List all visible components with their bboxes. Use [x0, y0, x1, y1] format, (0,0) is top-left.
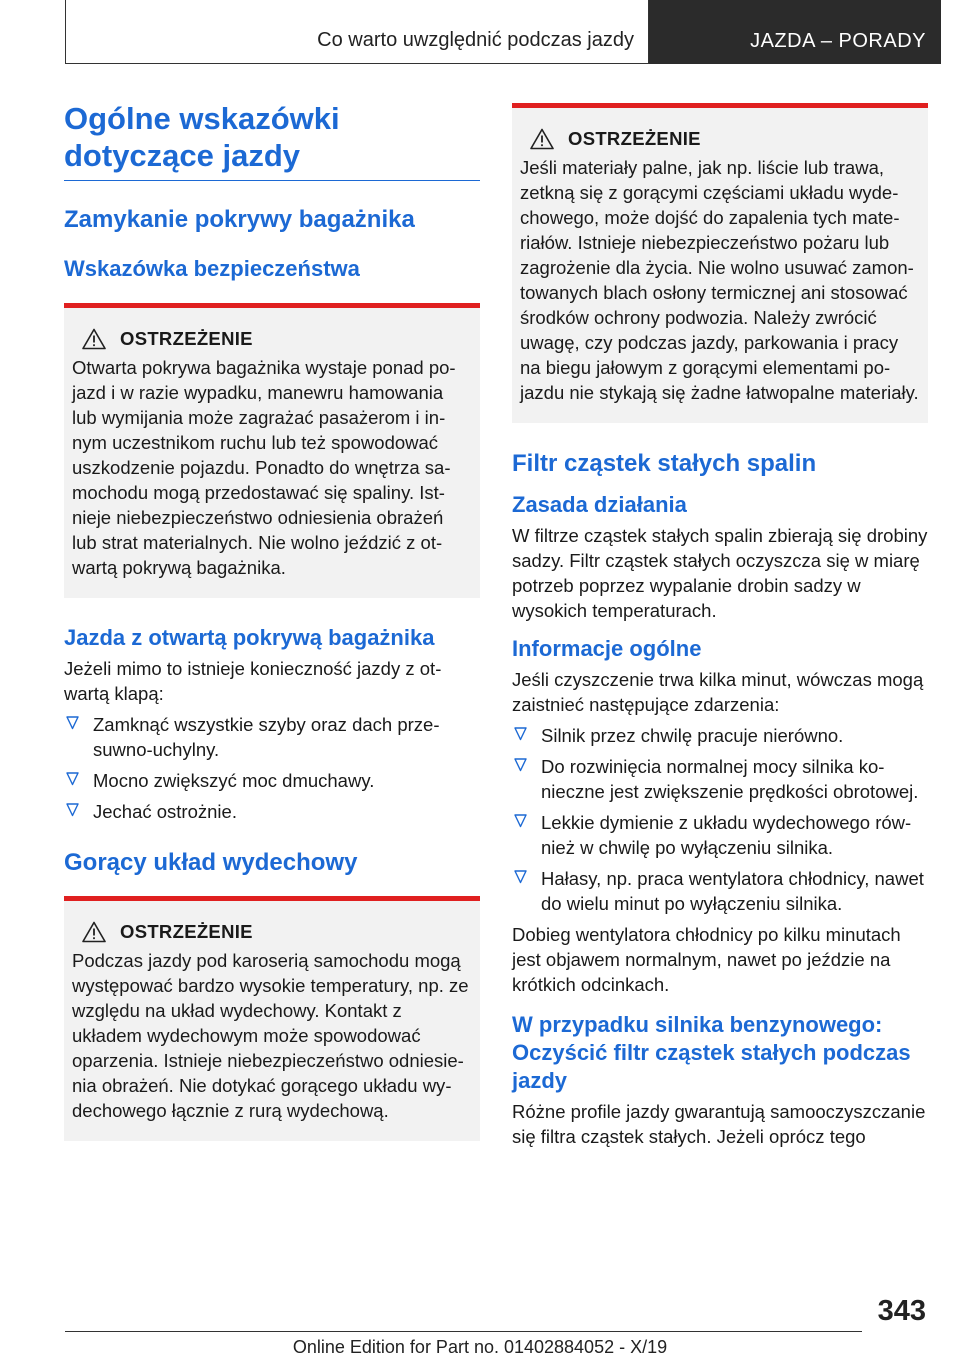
subheading-petrol-engine: W przypadku silnika benzynowego: Oczyścić filtr cząstek stałych podczas jazdy	[512, 1012, 911, 1093]
list-item: Lekkie dymienie z układu wydechowego również w chwilę po wyłączeniu silnika.	[512, 810, 928, 860]
triangle-bullet-icon	[66, 772, 79, 786]
footer-divider	[65, 1331, 862, 1332]
warning-text: Podczas jazdy pod karoserią samochodu mogą występować bardzo wysokie temperatury, np. ze względu na układ wydechowy. Kontakt z układem wydechowym może spowodować oparzenia. Istnieje niebezpieczeństwo odniesienia obrażeń. Nie dotykać gorącego układu wydechowego łącznie z rurą wydechową.	[72, 950, 469, 1121]
heading-particle-filter: Filtr cząstek stałych spalin	[512, 450, 817, 477]
left-column	[64, 100, 480, 1141]
triangle-bullet-icon	[66, 803, 79, 817]
warning-label: OSTRZEŻENIE	[120, 921, 253, 942]
list-item: Jechać ostrożnie.	[64, 799, 480, 824]
paragraph-open-trunk: Jeżeli mimo to istnieje konieczność jazdy z otwartą klapą:	[64, 658, 442, 704]
warning-box-flammable	[512, 103, 928, 423]
heading-hot-exhaust: Gorący układ wydechowy	[64, 849, 358, 876]
list-item: Hałasy, np. praca wentylatora chłodnicy, nawet do wielu minut po wyłączeniu silnika.	[512, 866, 928, 916]
page-title: Ogólne wskazówki dotyczące jazdy	[64, 100, 480, 181]
footer-edition: Online Edition for Part no. 01402884052 - X/19	[292, 1337, 668, 1357]
list-item: Zamknąć wszystkie szyby oraz dach przesuwno-uchylny.	[64, 712, 480, 762]
warning-triangle-icon	[530, 128, 554, 150]
warning-box-trunk	[64, 303, 480, 598]
subheading-principle: Zasada działania	[512, 492, 687, 517]
list-item: Mocno zwiększyć moc dmuchawy.	[64, 768, 480, 793]
section-title: Co warto uwzględnić podczas jazdy	[317, 29, 634, 51]
warning-label: OSTRZEŻENIE	[120, 328, 253, 349]
list-item: Do rozwinięcia normalnej mocy silnika konieczne jest zwiększenie prędkości obrotowej.	[512, 754, 928, 804]
list-open-trunk	[64, 712, 480, 824]
warning-triangle-icon	[82, 328, 106, 350]
paragraph-principle: W filtrze cząstek stałych spalin zbierają się drobiny sadzy. Filtr cząstek stałych oczyszcza się w miarę potrzeb poprzez wypalanie drobin sadzy w wysokich temperaturach.	[512, 525, 928, 621]
triangle-bullet-icon	[514, 814, 527, 828]
triangle-bullet-icon	[514, 870, 527, 884]
running-header	[65, 0, 649, 64]
right-column	[512, 103, 928, 1149]
paragraph-general-info: Jeśli czyszczenie trwa kilka minut, wówczas mogą zaistnieć następujące zdarzenia:	[512, 669, 924, 715]
triangle-bullet-icon	[66, 716, 79, 730]
list-item: Silnik przez chwilę pracuje nierówno.	[512, 723, 928, 748]
list-cleaning-effects	[512, 723, 928, 916]
subheading-general-info: Informacje ogólne	[512, 636, 702, 661]
subheading-safety-note: Wskazówka bezpieczeństwa	[64, 256, 360, 281]
warning-text: Jeśli materiały palne, jak np. liście lub trawa, zetkną się z gorącymi częściami układu wydechowego, może dojść do zapalenia tych materiałów. Istnieje niebezpieczeństwo pożaru lub zagrożenie dla życia. Nie wolno usuwać zamontowanych blach osłony termicznej ani stosować środków ochrony podwozia. Należy zwrócić uwagę, czy podczas jazdy, parkowania i pracy na biegu jałowym z gorącymi elementami pojazdu nie stykają się żadne łatwopalne materiały.	[520, 157, 919, 403]
chapter-tab	[649, 0, 941, 64]
subheading-driving-open-trunk: Jazda z otwartą pokrywą bagażnika	[64, 625, 435, 650]
triangle-bullet-icon	[514, 758, 527, 772]
warning-label: OSTRZEŻENIE	[568, 128, 701, 149]
warning-triangle-icon	[82, 921, 106, 943]
paragraph-self-cleaning: Różne profile jazdy gwarantują samooczyszczanie się filtra cząstek stałych. Jeżeli oprócz tego	[512, 1101, 926, 1147]
paragraph-fan-runon: Dobieg wentylatora chłodnicy po kilku minutach jest objawem normalnym, nawet po jeździe na krótkich odcinkach.	[512, 924, 901, 995]
page-number: 343	[877, 1295, 926, 1327]
chapter-title: JAZDA – PORADY	[750, 30, 926, 52]
warning-text: Otwarta pokrywa bagażnika wystaje ponad pojazd i w razie wypadku, manewru hamowania lub wymijania może zagrażać pasażerom i innym uczestnikom ruchu lub też spowodować uszkodzenie pojazdu. Ponadto do wnętrza samochodu mogą przedostawać się spaliny. Istnieje niebezpieczeństwo odniesienia obrażeń lub strat materialnych. Nie wolno jeździć z otwartą pokrywą bagażnika.	[72, 357, 456, 578]
warning-box-exhaust	[64, 896, 480, 1141]
heading-trunk-lid: Zamykanie pokrywy bagażnika	[64, 206, 415, 233]
triangle-bullet-icon	[514, 727, 527, 741]
